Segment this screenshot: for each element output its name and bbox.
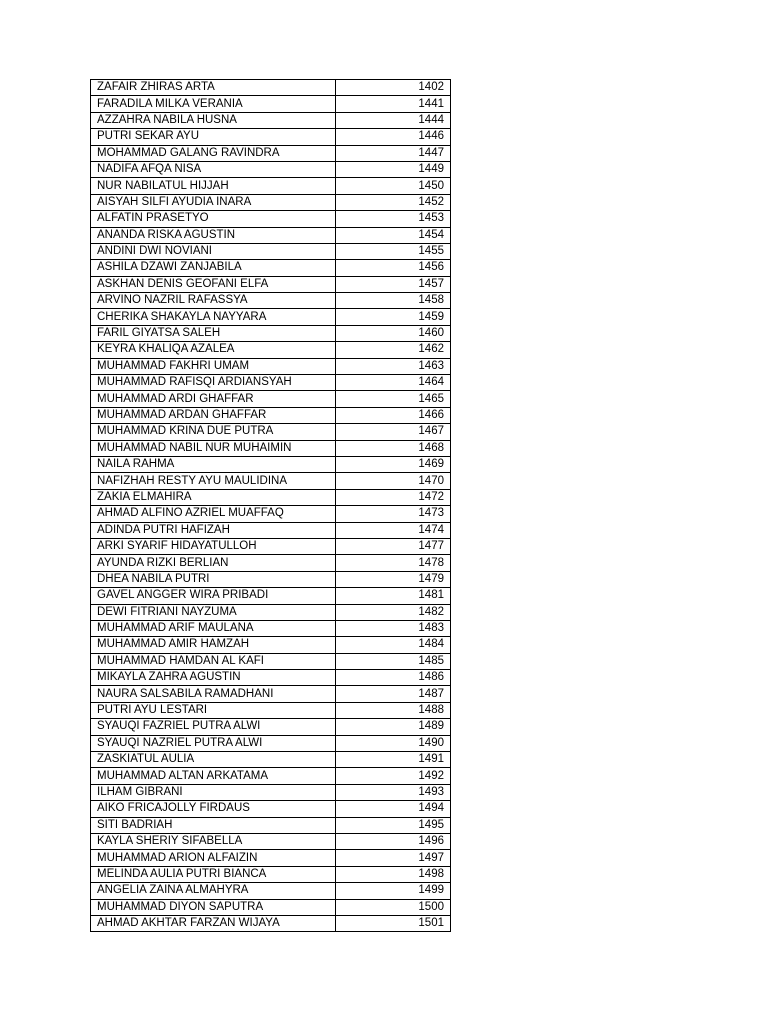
student-number-cell: 1456 [336,260,451,276]
table-row [91,784,451,800]
table-row [91,342,451,358]
student-number-cell: 1484 [336,637,451,653]
student-number-cell: 1450 [336,178,451,194]
table-row [91,456,451,472]
table-row [91,194,451,210]
table-row [91,620,451,636]
table-row [91,96,451,112]
table-row [91,555,451,571]
student-table-body [91,80,451,932]
student-name-cell: PUTRI SEKAR AYU [91,129,336,145]
table-row [91,571,451,587]
student-name-cell: MUHAMMAD ALTAN ARKATAMA [91,768,336,784]
student-number-cell: 1463 [336,358,451,374]
student-name-cell: ILHAM GIBRANI [91,784,336,800]
student-name-cell: MUHAMMAD ARDI GHAFFAR [91,391,336,407]
student-name-cell: MUHAMMAD NABIL NUR MUHAIMIN [91,440,336,456]
student-number-cell: 1482 [336,604,451,620]
student-name-cell: MUHAMMAD FAKHRI UMAM [91,358,336,374]
student-name-cell: MUHAMMAD ARION ALFAIZIN [91,850,336,866]
table-row [91,522,451,538]
student-name-cell: NAURA SALSABILA RAMADHANI [91,686,336,702]
student-name-cell: MOHAMMAD GALANG RAVINDRA [91,145,336,161]
student-number-cell: 1478 [336,555,451,571]
table-row [91,407,451,423]
student-name-cell: ANANDA RISKA AGUSTIN [91,227,336,243]
student-number-cell: 1459 [336,309,451,325]
student-table [90,79,451,932]
student-name-cell: ARVINO NAZRIL RAFASSYA [91,293,336,309]
student-name-cell: ASKHAN DENIS GEOFANI ELFA [91,276,336,292]
student-number-cell: 1483 [336,620,451,636]
table-row [91,161,451,177]
table-row [91,768,451,784]
student-name-cell: MUHAMMAD ARIF MAULANA [91,620,336,636]
student-number-cell: 1485 [336,653,451,669]
student-number-cell: 1446 [336,129,451,145]
table-row [91,440,451,456]
table-row [91,670,451,686]
student-name-cell: NUR NABILATUL HIJJAH [91,178,336,194]
table-row [91,309,451,325]
student-number-cell: 1402 [336,80,451,96]
student-number-cell: 1465 [336,391,451,407]
student-number-cell: 1496 [336,833,451,849]
student-number-cell: 1464 [336,375,451,391]
table-row [91,686,451,702]
student-name-cell: ZASKIATUL AULIA [91,752,336,768]
table-row [91,260,451,276]
student-name-cell: GAVEL ANGGER WIRA PRIBADI [91,588,336,604]
table-row [91,801,451,817]
student-number-cell: 1470 [336,473,451,489]
student-number-cell: 1458 [336,293,451,309]
table-row [91,375,451,391]
table-row [91,211,451,227]
table-row [91,129,451,145]
student-name-cell: MUHAMMAD RAFISQI ARDIANSYAH [91,375,336,391]
student-number-cell: 1455 [336,243,451,259]
student-name-cell: AIKO FRICAJOLLY FIRDAUS [91,801,336,817]
student-name-cell: ADINDA PUTRI HAFIZAH [91,522,336,538]
student-number-cell: 1468 [336,440,451,456]
table-row [91,637,451,653]
student-number-cell: 1467 [336,424,451,440]
student-name-cell: MELINDA AULIA PUTRI BIANCA [91,866,336,882]
student-name-cell: MUHAMMAD KRINA DUE PUTRA [91,424,336,440]
student-number-cell: 1447 [336,145,451,161]
student-number-cell: 1489 [336,719,451,735]
student-number-cell: 1481 [336,588,451,604]
student-number-cell: 1453 [336,211,451,227]
table-row [91,850,451,866]
student-name-cell: ZAKIA ELMAHIRA [91,489,336,505]
student-list-sheet [90,79,451,932]
table-row [91,899,451,915]
student-number-cell: 1466 [336,407,451,423]
student-name-cell: FARIL GIYATSA SALEH [91,325,336,341]
student-name-cell: NADIFA AFQA NISA [91,161,336,177]
student-name-cell: FARADILA MILKA VERANIA [91,96,336,112]
student-name-cell: MUHAMMAD DIYON SAPUTRA [91,899,336,915]
student-number-cell: 1494 [336,801,451,817]
table-row [91,80,451,96]
student-number-cell: 1487 [336,686,451,702]
student-number-cell: 1469 [336,456,451,472]
student-number-cell: 1493 [336,784,451,800]
table-row [91,473,451,489]
student-name-cell: CHERIKA SHAKAYLA NAYYARA [91,309,336,325]
student-name-cell: KEYRA KHALIQA AZALEA [91,342,336,358]
table-row [91,293,451,309]
table-row [91,653,451,669]
student-number-cell: 1500 [336,899,451,915]
student-name-cell: ANDINI DWI NOVIANI [91,243,336,259]
student-number-cell: 1492 [336,768,451,784]
table-row [91,702,451,718]
student-number-cell: 1498 [336,866,451,882]
table-row [91,112,451,128]
student-number-cell: 1444 [336,112,451,128]
student-name-cell: SITI BADRIAH [91,817,336,833]
student-name-cell: ARKI SYARIF HIDAYATULLOH [91,538,336,554]
student-number-cell: 1479 [336,571,451,587]
student-number-cell: 1474 [336,522,451,538]
student-name-cell: MIKAYLA ZAHRA AGUSTIN [91,670,336,686]
student-name-cell: NAILA RAHMA [91,456,336,472]
student-number-cell: 1495 [336,817,451,833]
student-name-cell: SYAUQI FAZRIEL PUTRA ALWI [91,719,336,735]
student-name-cell: DEWI FITRIANI NAYZUMA [91,604,336,620]
student-name-cell: AHMAD ALFINO AZRIEL MUAFFAQ [91,506,336,522]
student-name-cell: PUTRI AYU LESTARI [91,702,336,718]
student-number-cell: 1462 [336,342,451,358]
student-number-cell: 1449 [336,161,451,177]
student-number-cell: 1491 [336,752,451,768]
table-row [91,817,451,833]
student-number-cell: 1477 [336,538,451,554]
student-name-cell: ALFATIN PRASETYO [91,211,336,227]
student-number-cell: 1499 [336,883,451,899]
student-number-cell: 1441 [336,96,451,112]
table-row [91,719,451,735]
student-name-cell: KAYLA SHERIY SIFABELLA [91,833,336,849]
student-number-cell: 1472 [336,489,451,505]
table-row [91,227,451,243]
table-row [91,243,451,259]
table-row [91,883,451,899]
student-name-cell: AHMAD AKHTAR FARZAN WIJAYA [91,915,336,931]
table-row [91,506,451,522]
student-name-cell: DHEA NABILA PUTRI [91,571,336,587]
student-number-cell: 1473 [336,506,451,522]
table-row [91,752,451,768]
table-row [91,489,451,505]
student-name-cell: AYUNDA RIZKI BERLIAN [91,555,336,571]
student-name-cell: SYAUQI NAZRIEL PUTRA ALWI [91,735,336,751]
student-name-cell: MUHAMMAD AMIR HAMZAH [91,637,336,653]
table-row [91,604,451,620]
table-row [91,538,451,554]
table-row [91,915,451,931]
student-number-cell: 1460 [336,325,451,341]
table-row [91,424,451,440]
table-row [91,145,451,161]
table-row [91,588,451,604]
table-row [91,833,451,849]
table-row [91,325,451,341]
student-number-cell: 1486 [336,670,451,686]
table-row [91,358,451,374]
table-row [91,735,451,751]
student-number-cell: 1452 [336,194,451,210]
student-number-cell: 1490 [336,735,451,751]
student-name-cell: MUHAMMAD ARDAN GHAFFAR [91,407,336,423]
student-name-cell: ANGELIA ZAINA ALMAHYRA [91,883,336,899]
table-row [91,391,451,407]
student-number-cell: 1497 [336,850,451,866]
student-name-cell: NAFIZHAH RESTY AYU MAULIDINA [91,473,336,489]
student-name-cell: AZZAHRA NABILA HUSNA [91,112,336,128]
student-number-cell: 1457 [336,276,451,292]
student-number-cell: 1454 [336,227,451,243]
student-name-cell: AISYAH SILFI AYUDIA INARA [91,194,336,210]
table-row [91,866,451,882]
student-name-cell: ASHILA DZAWI ZANJABILA [91,260,336,276]
table-row [91,276,451,292]
student-name-cell: MUHAMMAD HAMDAN AL KAFI [91,653,336,669]
student-number-cell: 1501 [336,915,451,931]
student-name-cell: ZAFAIR ZHIRAS ARTA [91,80,336,96]
student-number-cell: 1488 [336,702,451,718]
table-row [91,178,451,194]
